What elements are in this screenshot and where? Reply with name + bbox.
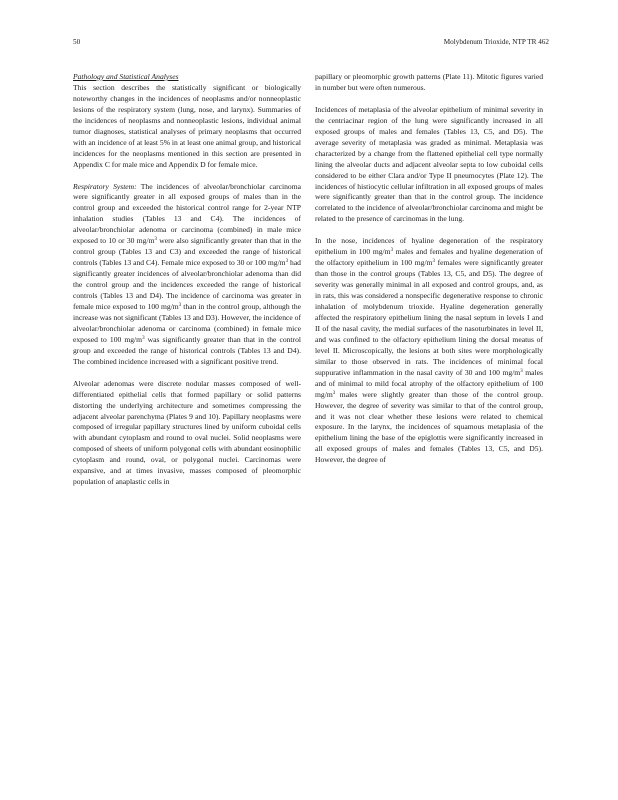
- respiratory-text-b: were also significantly greater than that in the control group (Tables 13 and C3) and exceeded the range of historical controls (Tables 13 and C4). Female mice exposed to 30 or 100 mg/m: [73, 236, 302, 268]
- superscript: 3: [520, 368, 523, 374]
- section-title: Pathology and Statistical Analyses: [73, 72, 179, 81]
- superscript: 3: [432, 259, 435, 265]
- superscript: 3: [332, 390, 336, 396]
- respiratory-text-a: The incidences of alveolar/bronchiolar carcinoma were significantly greater in all exposed groups of males than in the control group and exceeded the historical control range for 2-year NTP inhalation studies (Tables 13 and C4). The incidences of alveolar/bronchiolar adenoma or carcinoma (combined) in male mice exposed to 10 or 30 mg/m: [73, 181, 301, 246]
- running-title: Molybdenum Trioxide, NTP TR 462: [443, 38, 549, 46]
- respiratory-text-e: was significantly greater than that in the control group and exceeded the range of historical controls (Tables 13 and D4). The combined incidence increased with a significant positive trend.: [73, 334, 301, 366]
- respiratory-lead: Respiratory System:: [73, 181, 137, 191]
- running-header: [73, 38, 549, 50]
- superscript: 3: [142, 335, 145, 341]
- superscript: 3: [285, 259, 289, 265]
- adenoma-paragraph: Alveolar adenomas were discrete nodular masses composed of well-differentiated epithelial cells that formed papillary or solid patterns distorting the underlying architecture and sometimes compressing the adjacent alveolar parenchyma (Plates 9 and 10). Papillary neoplasms were composed of irregular papillary structures lined by uniform cuboidal cells with abundant cytoplasm and round to oval nuclei. Solid neoplasms were composed of sheets of uniform polygonal cells with abundant eosinophilic cytoplasm and round, oval, or polygonal nuclei. Carcinomas were expansive, and at times invasive, masses composed of pleomorphic population of anaplastic cells in: [73, 378, 301, 487]
- respiratory-text-d: than in the control group, although the increase was not significant (Tables 13 and D3). However, the incidence of alveolar/bronchiolar adenoma or carcinoma (combined) in female mice exposed to 100 mg/m: [73, 302, 301, 344]
- metaplasia-paragraph: Incidences of metaplasia of the alveolar epithelium of minimal severity in the centriacinar region of the lung were significantly increased in all exposed groups of males and females (Tables 13, C5, and D5). The average severity of metaplasia was graded as minimal. Metaplasia was characterized by a change from the flattened epithelial cell type normally lining the alveolar ducts and adjacent alveolar septa to low cuboidal cells considered to be either Clara and/or Type II pneumocytes (Plate 12). The incidences of histiocytic cellular infiltration in all exposed groups of males were significantly greater than that in the control group. The incidence correlated to the incidence of alveolar/bronchiolar carcinoma and might be related to the presence of carcinomas in the lung.: [315, 104, 543, 224]
- continuation-paragraph: papillary or pleomorphic growth patterns (Plate 11). Mitotic figures varied in number but were often numerous.: [315, 72, 543, 92]
- superscript: 3: [390, 248, 394, 254]
- nose-text-c: females were significantly greater than those in the control groups (Tables 13, C5, and D5). The degree of severity was generally minimal in all exposed and control groups, and, as in rats, this was considered a nonspecific degenerative response to chronic inhalation of molybdenum trioxide. Hyaline degeneration generally affected the respiratory epithelium lining the nasal septum in levels I and II of the nasal cavity, the medial surfaces of the nasoturbinates in level II, and was confined to the olfactory epithelium lining the dorsal meatus of level II. Microscopically, the lesions at both sites were morphologically similar to those observed in rats. The incidences of minimal focal suppurative inflammation in the nasal cavity of 30 and 100 mg/m: [315, 258, 543, 377]
- nose-text-e: males were slightly greater than those of the control group. However, the degree of severity was similar to that of the control group, and it was not clear whether these lesions were related to chemical exposure. In the larynx, the incidences of squamous metaplasia of the epithelium lining the base of the epiglottis were significantly increased in all exposed groups of males and females (Tables 13, C5, and D5). However, the degree of: [315, 389, 543, 465]
- respiratory-paragraph: [73, 182, 301, 368]
- nose-paragraph: [315, 236, 543, 466]
- nose-text-b: males and females and hyaline degeneration of the olfactory epithelium in 100 mg/m: [315, 247, 543, 268]
- superscript: 3: [154, 237, 157, 243]
- intro-paragraph: [73, 72, 301, 171]
- intro-text: This section describes the statistically significant or biologically noteworthy changes in the incidences of neoplasms and/or nonneoplastic lesions of the respiratory system (lung, nose, and larynx). Summaries of the incidences of neoplasms and nonneoplastic lesions, individual animal tumor diagnoses, statistical analyses of primary neoplasms that occurred with an incidence of at least 5% in at least one animal group, and historical incidences for the neoplasms mentioned in this section are presented in Appendix C for male mice and Appendix D for female mice.: [73, 82, 301, 169]
- left-column: [73, 72, 301, 499]
- right-column: [315, 72, 543, 477]
- nose-text-d: males and of minimal to mild focal atrophy of the olfactory epithelium of 100 mg/m: [315, 367, 543, 399]
- page-number: 50: [73, 38, 81, 46]
- respiratory-text-c: had significantly greater incidences of alveolar/bronchiolar adenoma than did the control group and the incidences exceeded the range of historical controls (Tables 13 and D4). The incidence of carcinoma was greater in female mice exposed to 100 mg/m: [73, 258, 301, 311]
- superscript: 3: [178, 303, 182, 308]
- nose-text-a: In the nose, incidences of hyaline degeneration of the respiratory epithelium in 100 mg/m: [315, 236, 543, 257]
